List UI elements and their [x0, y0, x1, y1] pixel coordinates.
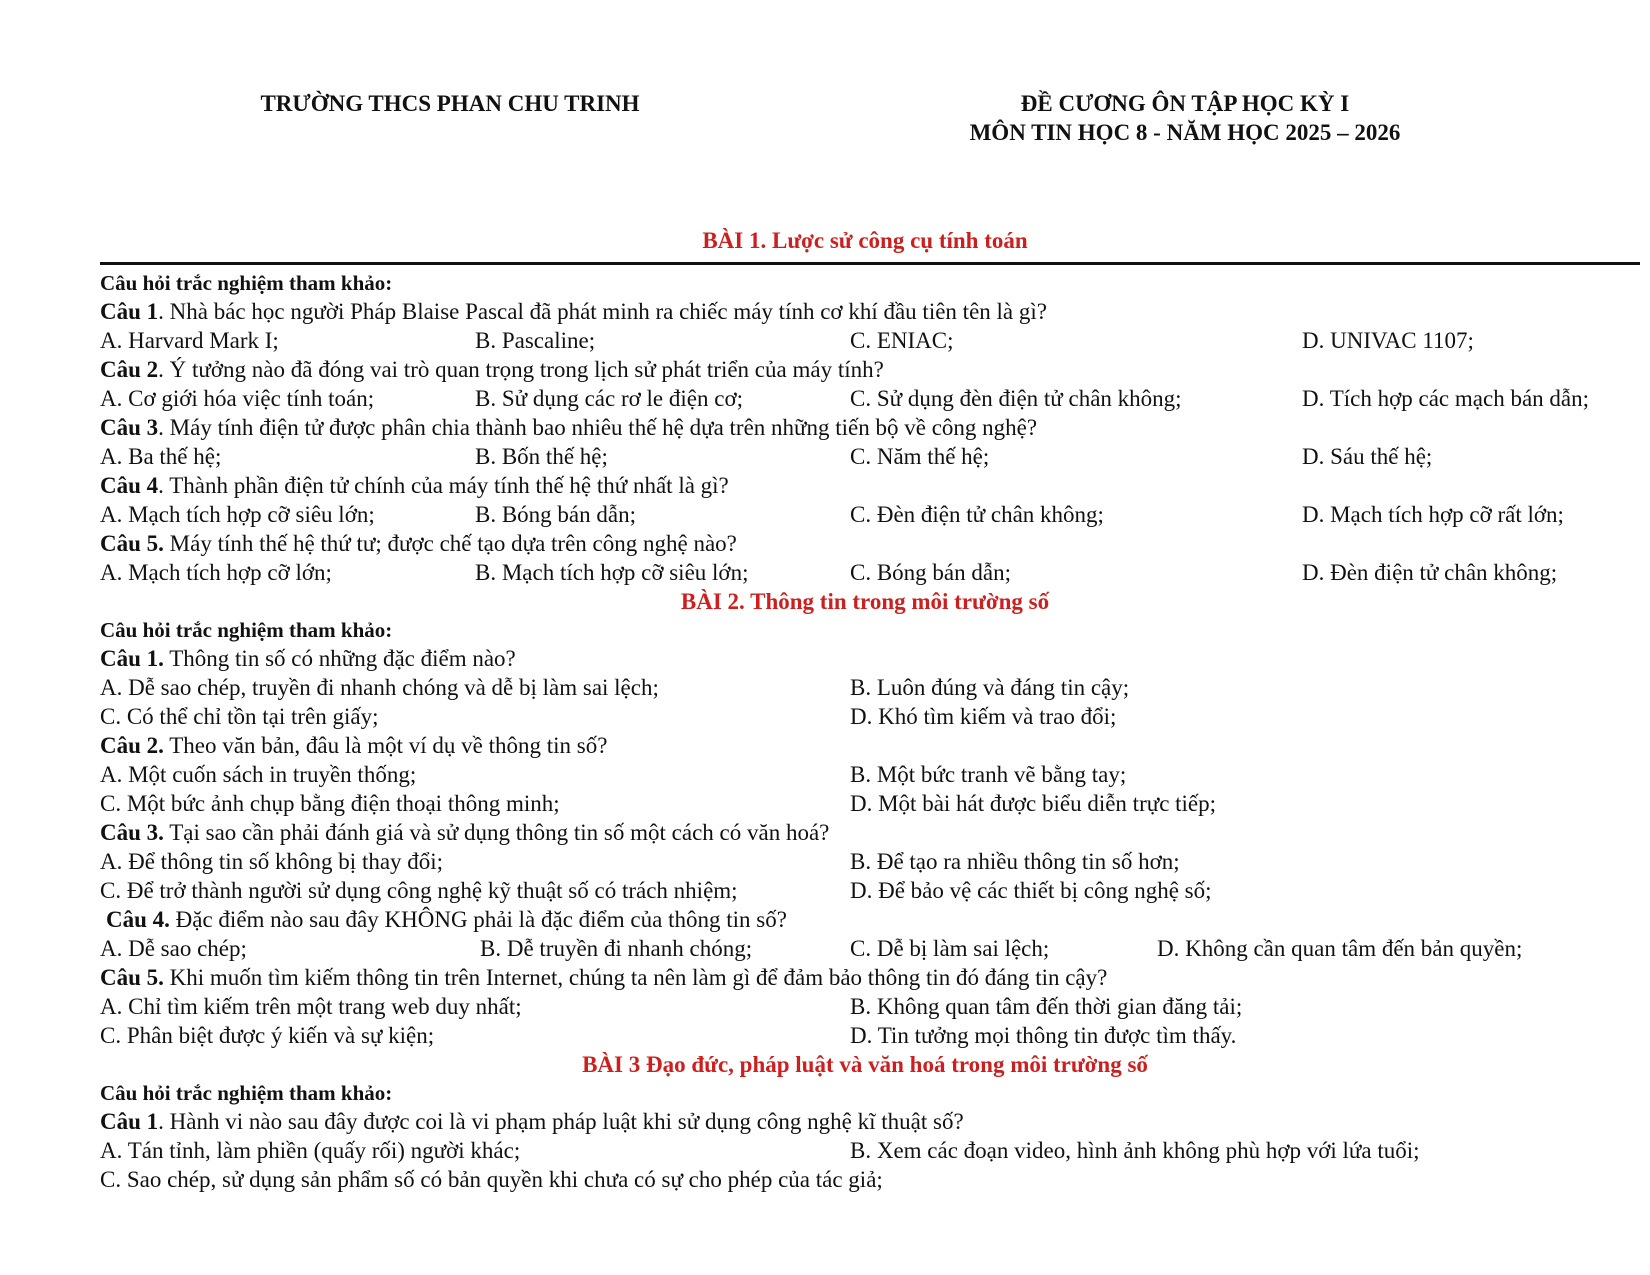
l2-q1-row-1 [100, 673, 1630, 702]
l2-question-5: Câu 5. Khi muốn tìm kiếm thông tin trên Internet, chúng ta nên làm gì để đảm bảo thông tin đó đáng tin cậy? [100, 965, 1108, 990]
l1-question-2: Câu 2. Ý tưởng nào đã đóng vai trò quan trọng trong lịch sử phát triển của máy tính? [100, 357, 884, 382]
l2-question-1: Câu 1. Thông tin số có những đặc điểm nào? [100, 646, 516, 671]
option-c: C. Sử dụng đèn điện tử chân không; [850, 386, 1182, 411]
option-a: A. Mạch tích hợp cỡ siêu lớn; [100, 502, 375, 527]
title-line-2: MÔN TIN HỌC 8 - NĂM HỌC 2025 – 2026 [969, 120, 1401, 145]
l1-q5-options [100, 558, 1630, 587]
option-a: A. Dễ sao chép; [100, 936, 247, 961]
l2-question-4: Câu 4. Đặc điểm nào sau đây KHÔNG phải là đặc điểm của thông tin số? [106, 907, 787, 932]
option-b: B. Dễ truyền đi nhanh chóng; [480, 936, 753, 961]
l2-q5-row-2 [100, 1021, 1630, 1050]
option-a: A. Chỉ tìm kiếm trên một trang web duy nhất; [100, 994, 522, 1019]
option-a: A. Ba thế hệ; [100, 444, 222, 469]
option-c: C. Để trở thành người sử dụng công nghệ kỹ thuật số có trách nhiệm; [100, 878, 738, 903]
l1-question-1: Câu 1. Nhà bác học người Pháp Blaise Pascal đã phát minh ra chiếc máy tính cơ khí đầu tiên tên là gì? [100, 299, 1047, 324]
option-a: A. Harvard Mark I; [100, 328, 279, 353]
title-line-1: ĐỀ CƯƠNG ÔN TẬP HỌC KỲ I [1020, 91, 1350, 116]
l2-question-2: Câu 2. Theo văn bản, đâu là một ví dụ về thông tin số? [100, 733, 608, 758]
option-d: D. Khó tìm kiếm và trao đổi; [850, 704, 1117, 729]
l1-q1-options [100, 326, 1630, 355]
l2-q3-row-2 [100, 876, 1630, 905]
lesson-2-ref-label: Câu hỏi trắc nghiệm tham khảo: [100, 618, 393, 642]
option-b: B. Bốn thế hệ; [475, 444, 608, 469]
l2-q4-options [100, 934, 1630, 963]
lesson-2-title: BÀI 2. Thông tin trong môi trường số [680, 589, 1050, 614]
l2-q1-row-2 [100, 702, 1630, 731]
option-a: A. Dễ sao chép, truyền đi nhanh chóng và dễ bị làm sai lệch; [100, 675, 659, 700]
l2-q2-row-1 [100, 760, 1630, 789]
document-title [900, 89, 1470, 147]
option-c: C. Đèn điện tử chân không; [850, 502, 1104, 527]
option-d: D. Mạch tích hợp cỡ rất lớn; [1302, 502, 1564, 527]
l1-question-3: Câu 3. Máy tính điện tử được phân chia thành bao nhiêu thế hệ dựa trên những tiến bộ về công nghệ? [100, 415, 1038, 440]
option-b: B. Sử dụng các rơ le điện cơ; [475, 386, 744, 411]
l1-q4-options [100, 500, 1630, 529]
option-d: D. Để bảo vệ các thiết bị công nghệ số; [850, 878, 1212, 903]
option-c: C. Một bức ảnh chụp bằng điện thoại thông minh; [100, 791, 560, 816]
l2-question-3: Câu 3. Tại sao cần phải đánh giá và sử dụng thông tin số một cách có văn hoá? [100, 820, 830, 845]
option-c: C. Có thể chỉ tồn tại trên giấy; [100, 704, 379, 729]
option-a: A. Mạch tích hợp cỡ lớn; [100, 560, 332, 585]
l1-q2-options [100, 384, 1630, 413]
option-d: D. Đèn điện tử chân không; [1302, 560, 1558, 585]
l1-question-5: Câu 5. Máy tính thế hệ thứ tư; được chế tạo dựa trên công nghệ nào? [100, 531, 737, 556]
lesson-3-title: BÀI 3 Đạo đức, pháp luật và văn hoá trong môi trường số [582, 1052, 1148, 1077]
lesson-1-title: BÀI 1. Lược sử công cụ tính toán [702, 228, 1028, 253]
l1-question-4: Câu 4. Thành phần điện tử chính của máy tính thế hệ thứ nhất là gì? [100, 473, 729, 498]
option-c: C. Sao chép, sử dụng sản phẩm số có bản quyền khi chưa có sự cho phép của tác giả; [100, 1167, 883, 1192]
option-c: C. Phân biệt được ý kiến và sự kiện; [100, 1023, 435, 1048]
document-body [100, 226, 1630, 1194]
option-d: D. Không cần quan tâm đến bản quyền; [1157, 936, 1523, 961]
option-c: C. Bóng bán dẫn; [850, 560, 1011, 585]
option-d: D. Sáu thế hệ; [1302, 444, 1433, 469]
l3-question-1: Câu 1. Hành vi nào sau đây được coi là vi phạm pháp luật khi sử dụng công nghệ kĩ thuật số? [100, 1109, 964, 1134]
option-a: A. Cơ giới hóa việc tính toán; [100, 386, 375, 411]
option-d: D. UNIVAC 1107; [1302, 328, 1474, 353]
l3-q1-row-1 [100, 1136, 1630, 1165]
school-name: TRƯỜNG THCS PHAN CHU TRINH [260, 91, 640, 116]
lesson-3-ref-label: Câu hỏi trắc nghiệm tham khảo: [100, 1081, 393, 1105]
option-b: B. Pascaline; [475, 328, 596, 353]
option-a: A. Một cuốn sách in truyền thống; [100, 762, 417, 787]
l2-q3-row-1 [100, 847, 1630, 876]
option-b: B. Một bức tranh vẽ bằng tay; [850, 762, 1127, 787]
option-a: A. Tán tỉnh, làm phiền (quấy rối) người khác; [100, 1138, 521, 1163]
option-c: C. ENIAC; [850, 328, 954, 353]
option-b: B. Không quan tâm đến thời gian đăng tải; [850, 994, 1243, 1019]
l2-q2-row-2 [100, 789, 1630, 818]
option-d: D. Tích hợp các mạch bán dẫn; [1302, 386, 1589, 411]
l1-q3-options [100, 442, 1630, 471]
l2-q5-row-1 [100, 992, 1630, 1021]
option-c: C. Năm thế hệ; [850, 444, 990, 469]
option-c: C. Dễ bị làm sai lệch; [850, 936, 1050, 961]
option-a: A. Để thông tin số không bị thay đổi; [100, 849, 444, 874]
option-d: D. Một bài hát được biểu diễn trực tiếp; [850, 791, 1217, 816]
option-b: B. Bóng bán dẫn; [475, 502, 636, 527]
option-b: B. Xem các đoạn video, hình ảnh không phù hợp với lứa tuổi; [850, 1138, 1420, 1163]
lesson-1-ref-label: Câu hỏi trắc nghiệm tham khảo: [100, 271, 393, 295]
option-b: B. Luôn đúng và đáng tin cậy; [850, 675, 1130, 700]
option-b: B. Mạch tích hợp cỡ siêu lớn; [475, 560, 749, 585]
option-d: D. Tin tưởng mọi thông tin được tìm thấy. [850, 1023, 1237, 1048]
option-b: B. Để tạo ra nhiều thông tin số hơn; [850, 849, 1180, 874]
